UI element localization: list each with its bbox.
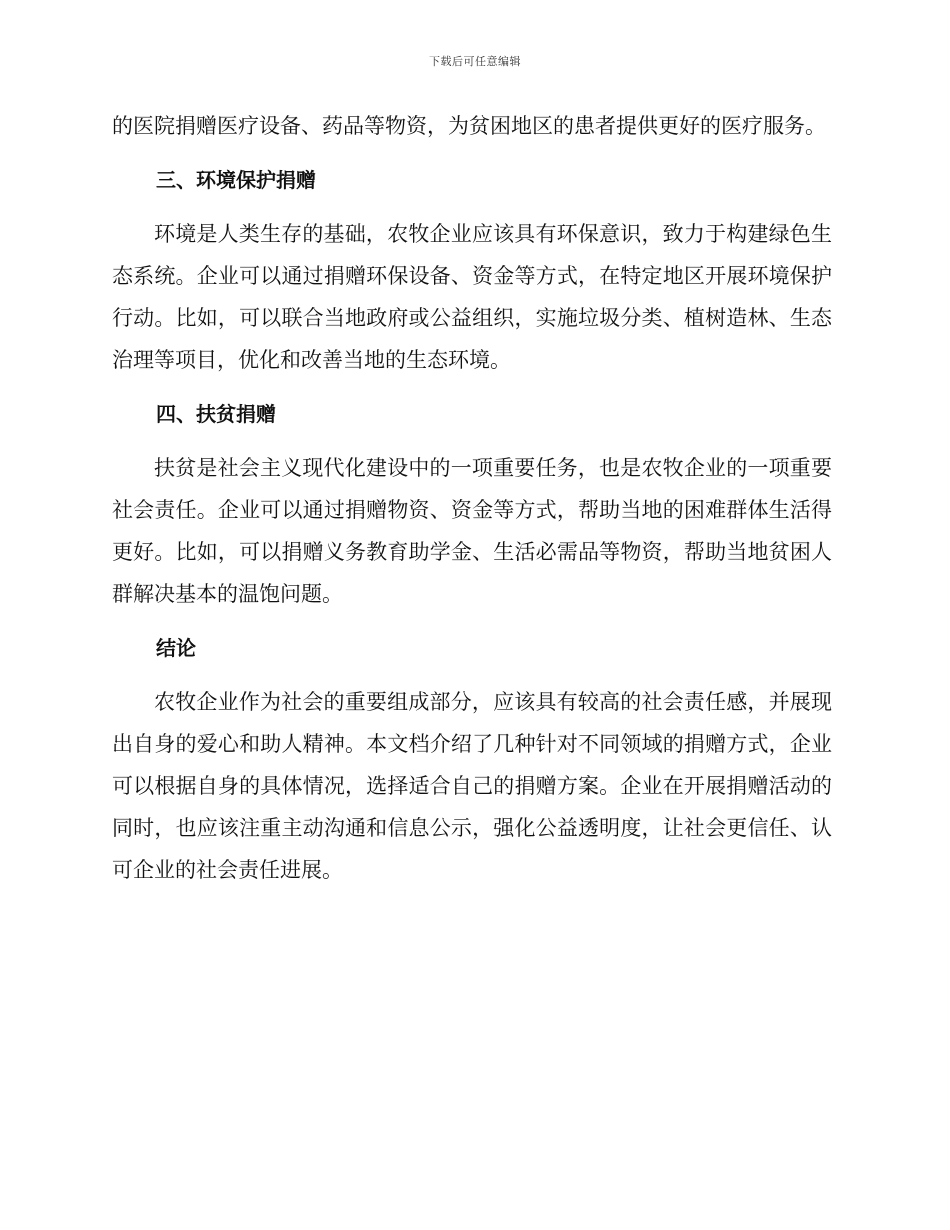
paragraph-continued: 的医院捐赠医疗设备、药品等物资，为贫困地区的患者提供更好的医疗服务。 — [112, 114, 826, 138]
paragraph-conclusion: 农牧企业作为社会的重要组成部分，应该具有较高的社会责任感，并展现出自身的爱心和助人精神。本文档介绍了几种针对不同领域的捐赠方式，企业可以根据自身的具体情况，选择适合自己的捐赠方案。企业在开展捐赠活动的同时，也应该注重主动沟通和信息公示，强化公益透明度，让社会更信任、认可企业的社会责任进展。 — [112, 690, 832, 882]
section-heading-environment: 三、环境保护捐赠 — [156, 168, 316, 192]
paragraph-environment: 环境是人类生存的基础，农牧企业应该具有环保意识，致力于构建绿色生态系统。企业可以通过捐赠环保设备、资金等方式，在特定地区开展环境保护行动。比如，可以联合当地政府或公益组织，实施垃圾分类、植树造林、生态治理等项目，优化和改善当地的生态环境。 — [112, 222, 832, 372]
section-heading-conclusion: 结论 — [156, 636, 196, 660]
document-body — [112, 105, 832, 891]
paragraph-poverty: 扶贫是社会主义现代化建设中的一项重要任务，也是农牧企业的一项重要社会责任。企业可以通过捐赠物资、资金等方式，帮助当地的困难群体生活得更好。比如，可以捐赠义务教育助学金、生活必需品等物资，帮助当地贫困人群解决基本的温饱问题。 — [112, 456, 832, 606]
section-heading-poverty: 四、扶贫捐赠 — [156, 402, 276, 426]
header-note: 下载后可任意编辑 — [429, 55, 521, 68]
